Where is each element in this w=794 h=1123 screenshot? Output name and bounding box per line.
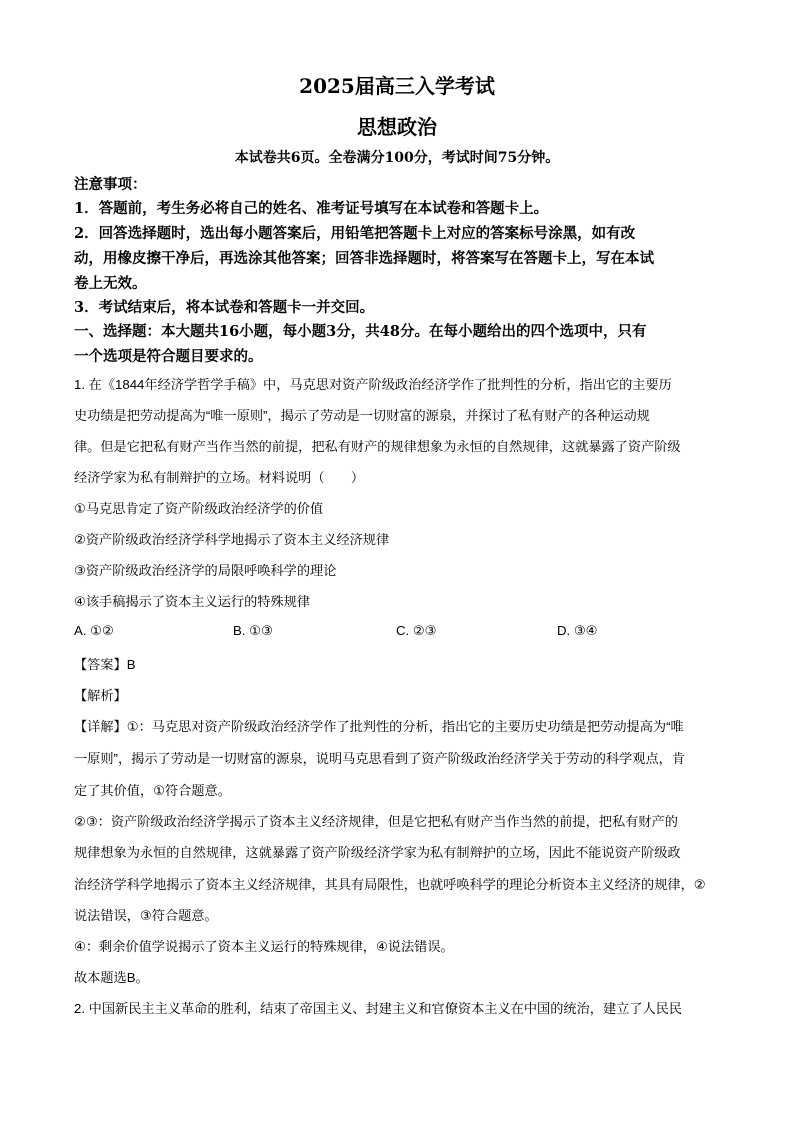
q1-option-b: B. ①③ <box>233 623 273 638</box>
q1-stem-line-1: 1. 在《1844年经济学哲学手稿》中，马克思对资产阶级政治经济学作了批判性的分析，指出它的主要历 <box>74 377 672 392</box>
note-1: 1．答题前，考生务必将自己的姓名、准考证号填写在本试卷和答题卡上。 <box>74 200 549 217</box>
q1-conclusion: 故本题选B。 <box>74 970 149 985</box>
q2-stem-line-1: 2. 中国新民主主义革命的胜利，结束了帝国主义、封建主义和官僚资本主义在中国的统治，建立了人民民 <box>74 1001 683 1016</box>
q1-detail-line-7: 说法错误，③符合题意。 <box>74 908 218 923</box>
q1-answer <box>74 654 136 673</box>
q1-detail-line-4: ②③：资产阶级政治经济学揭示了资本主义经济规律，但是它把私有财产当作当然的前提，把私有财产的 <box>74 814 678 829</box>
q1-option-c: C. ②③ <box>396 623 437 638</box>
q1-stem-line-4: 经济学家为私有制辩护的立场。材料说明（ ） <box>74 470 365 485</box>
q1-statement-3: ③资产阶级政治经济学的局限呼唤科学的理论 <box>74 563 337 578</box>
note-2-line-3: 卷上无效。 <box>74 275 147 292</box>
q1-detail-line-8: ④：剩余价值学说揭示了资本主义运行的特殊规律，④说法错误。 <box>74 939 454 954</box>
note-3: 3．考试结束后，将本试卷和答题卡一并交回。 <box>74 299 375 316</box>
q1-detail-line-3: 定了其价值，①符合题意。 <box>74 783 231 798</box>
q1-stem-line-3: 律。但是它把私有财产当作当然的前提，把私有财产的规律想象为永恒的自然规律，这就暴露了资产阶级 <box>74 439 681 454</box>
subject-title: 思想政治 <box>357 115 437 139</box>
q1-detail-line-5: 规律想象为永恒的自然规律，这就暴露了资产阶级经济学家为私有制辩护的立场，因此不能说资产阶级政 <box>74 845 681 860</box>
answer-tag: 【答案】 <box>74 657 127 672</box>
note-2-line-1: 2．回答选择题时，选出每小题答案后，用铅笔把答题卡上对应的答案标号涂黑，如有改 <box>74 225 636 242</box>
q1-detail-line-1 <box>74 716 684 735</box>
section-heading-line-1: 一、选择题：本大题共16小题，每小题3分，共48分。在每小题给出的四个选项中，只有 <box>74 323 647 340</box>
q1-statement-1: ①马克思肯定了资产阶级政治经济学的价值 <box>74 501 324 516</box>
section-heading-line-2: 一个选项是符合题目要求的。 <box>74 348 263 365</box>
detail-text-1: ①：马克思对资产阶级政治经济学作了批判性的分析，指出它的主要历史功绩是把劳动提高为“唯 <box>126 719 684 734</box>
detail-tag: 【详解】 <box>74 719 127 734</box>
q1-detail-line-6: 治经济学科学地揭示了资本主义经济规律，其具有局限性，也就呼唤科学的理论分析资本主义经济的规律，② <box>74 877 706 892</box>
answer-value: B <box>126 657 136 672</box>
exam-title: 2025届高三入学考试 <box>299 74 495 98</box>
q1-statement-4: ④该手稿揭示了资本主义运行的特殊规律 <box>74 594 311 609</box>
q1-statement-2: ②资产阶级政治经济学科学地揭示了资本主义经济规律 <box>74 532 390 547</box>
q1-option-d: D. ③④ <box>557 623 598 638</box>
q1-analysis-tag: 【解析】 <box>74 688 127 703</box>
notes-heading: 注意事项： <box>74 176 147 193</box>
q1-option-a: A. ①② <box>74 623 114 638</box>
q1-stem-line-2: 史功绩是把劳动提高为“唯一原则”，揭示了劳动是一切财富的源泉，并探讨了私有财产的各种运动规 <box>74 408 650 423</box>
q1-detail-line-2: 一原则”，揭示了劳动是一切财富的源泉，说明马克思看到了资产阶级政治经济学关于劳动的科学观点，肯 <box>74 751 686 766</box>
note-2-line-2: 动，用橡皮擦干净后，再选涂其他答案；回答非选择题时，将答案写在答题卡上，写在本试 <box>74 250 654 267</box>
exam-info: 本试卷共6页。全卷满分100分，考试时间75分钟。 <box>234 150 560 166</box>
